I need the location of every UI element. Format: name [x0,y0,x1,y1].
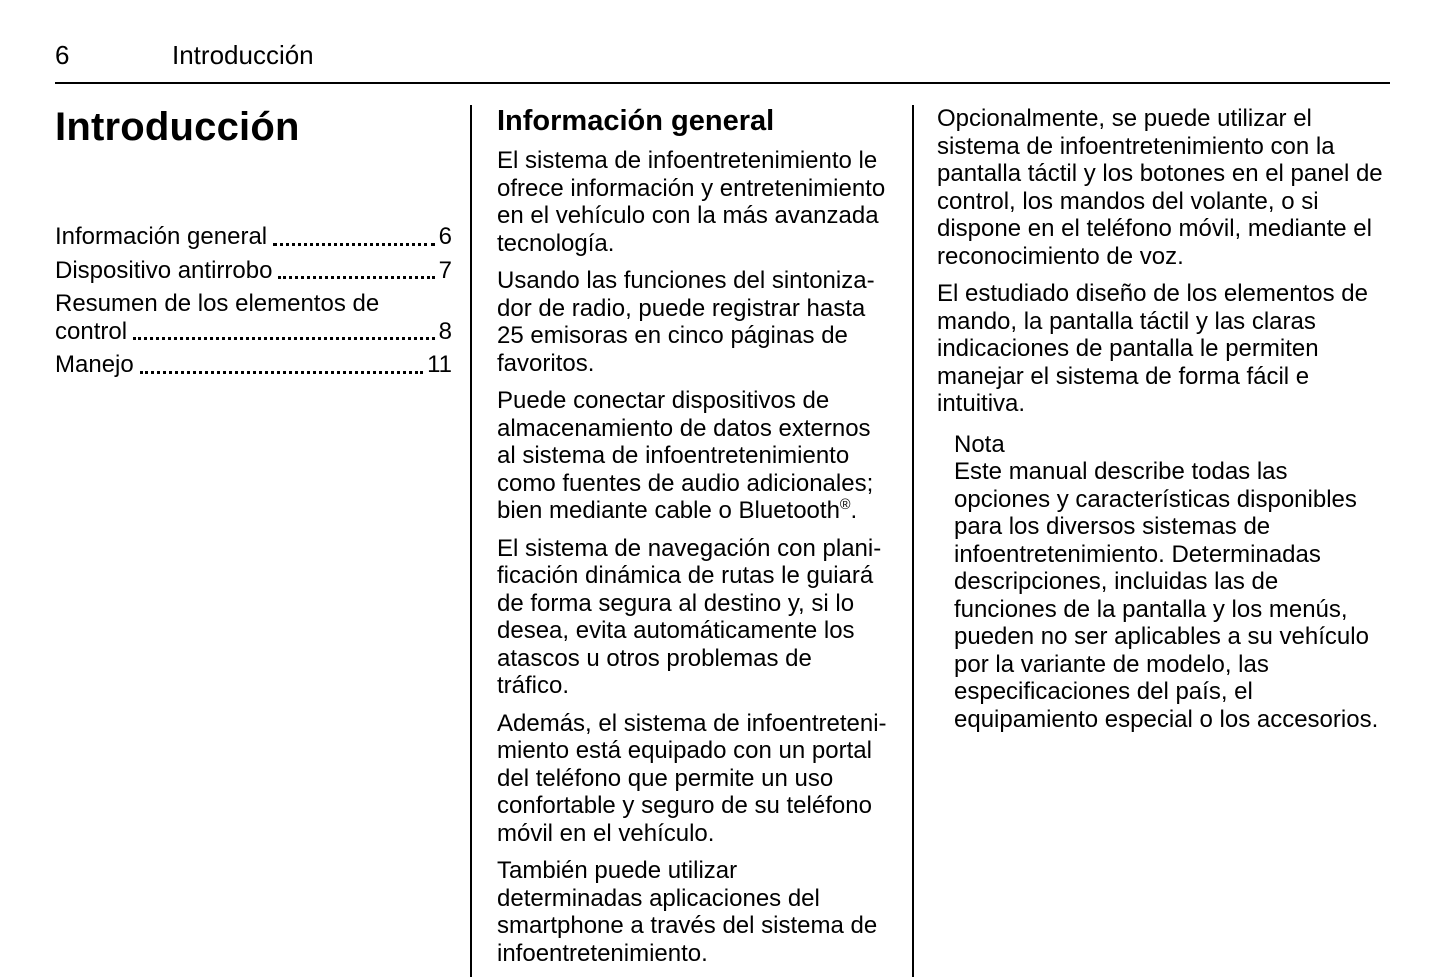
toc-entry-dispositivo-antirrobo [55,257,452,285]
paragraph-smartphone: También puede utilizar determinadas aplicaciones del smartphone a través del sistema de infoentretenimiento. [497,857,878,967]
page-columns [55,105,1390,977]
toc-page-number: 7 [438,256,452,284]
paragraph-navegacion: El sistema de navegación con planificación dinámica de rutas le guiará de forma segura al destino y, si lo desea, evita automáticamente los atascos u otros problemas de tráfico. [497,534,882,700]
column-center [470,105,914,977]
header-divider [55,82,1390,84]
column-left [55,105,470,977]
toc-entry-manejo [55,351,452,379]
toc-label-line2: control [55,317,128,345]
paragraph-intro: El sistema de infoentretenimiento le ofrece información y entretenimiento en el vehículo con la más avanzada tecnología. [497,147,886,257]
chapter-title: Introducción [55,105,300,149]
toc-dot-leader [133,337,435,340]
toc-dot-leader [140,371,423,374]
registered-trademark-symbol: ® [839,497,851,514]
note-title: Nota [954,430,1005,458]
paragraph-telefono: Además, el sistema de infoentretenimiento está equipado con un portal del teléfono que permite un uso confortable y seguro de su teléfono móvil en el vehículo. [497,709,887,847]
note-body: Este manual describe todas las opciones y características disponibles para los diversos sistemas de infoentretenimiento. Determinadas descripciones, incluidas las de funciones de la pantalla y los menús, pueden no ser aplicables a su vehículo por la variante de modelo, las especificaciones del país, el equipamiento especial o los accesorios. [954,458,1379,733]
paragraph-manejo-opciones: Opcionalmente, se puede utilizar el sistema de infoentretenimiento con la pantalla táctil y los botones en el panel de control, los mandos del volante, o si dispone en el teléfono móvil, mediante el reconocimiento de voz. [937,105,1383,270]
toc-entry-resumen-elementos-control [55,290,452,345]
toc-label: Manejo [55,351,134,378]
paragraph-radio: Usando las funciones del sintonizador de radio, puede registrar hasta 25 emisoras en cinco páginas de favoritos. [497,267,875,377]
page-number: 6 [55,40,70,70]
toc-label: Dispositivo antirrobo [55,256,273,284]
paragraph-bluetooth [497,387,888,525]
toc-dot-leader [278,276,434,279]
section-heading: Información general [497,105,775,137]
paragraph-bluetooth-text: Puede conectar dispositivos de almacenamiento de datos externos al sistema de infoentretenimiento como fuentes de audio adicionales; bien mediante cable o Bluetooth [497,387,874,525]
table-of-contents [55,223,452,379]
toc-page-number: 11 [427,351,452,378]
paragraph-diseno: El estudiado diseño de los elementos de mando, la pantalla táctil y las claras indicaciones de pantalla le permiten manejar el sistema de forma fácil e intuitiva. [937,280,1368,417]
note-block [954,431,1386,734]
column-right [914,105,1390,977]
toc-page-number: 8 [438,317,452,345]
toc-page-number: 6 [438,223,452,250]
running-title: Introducción [172,40,314,70]
paragraph-bluetooth-end: . [850,497,858,525]
toc-label-line1: Resumen de los elementos de [55,290,380,317]
toc-entry-informacion-general [55,223,452,251]
toc-label: Información general [55,223,268,250]
toc-dot-leader [273,243,435,246]
page-header [55,42,1390,82]
